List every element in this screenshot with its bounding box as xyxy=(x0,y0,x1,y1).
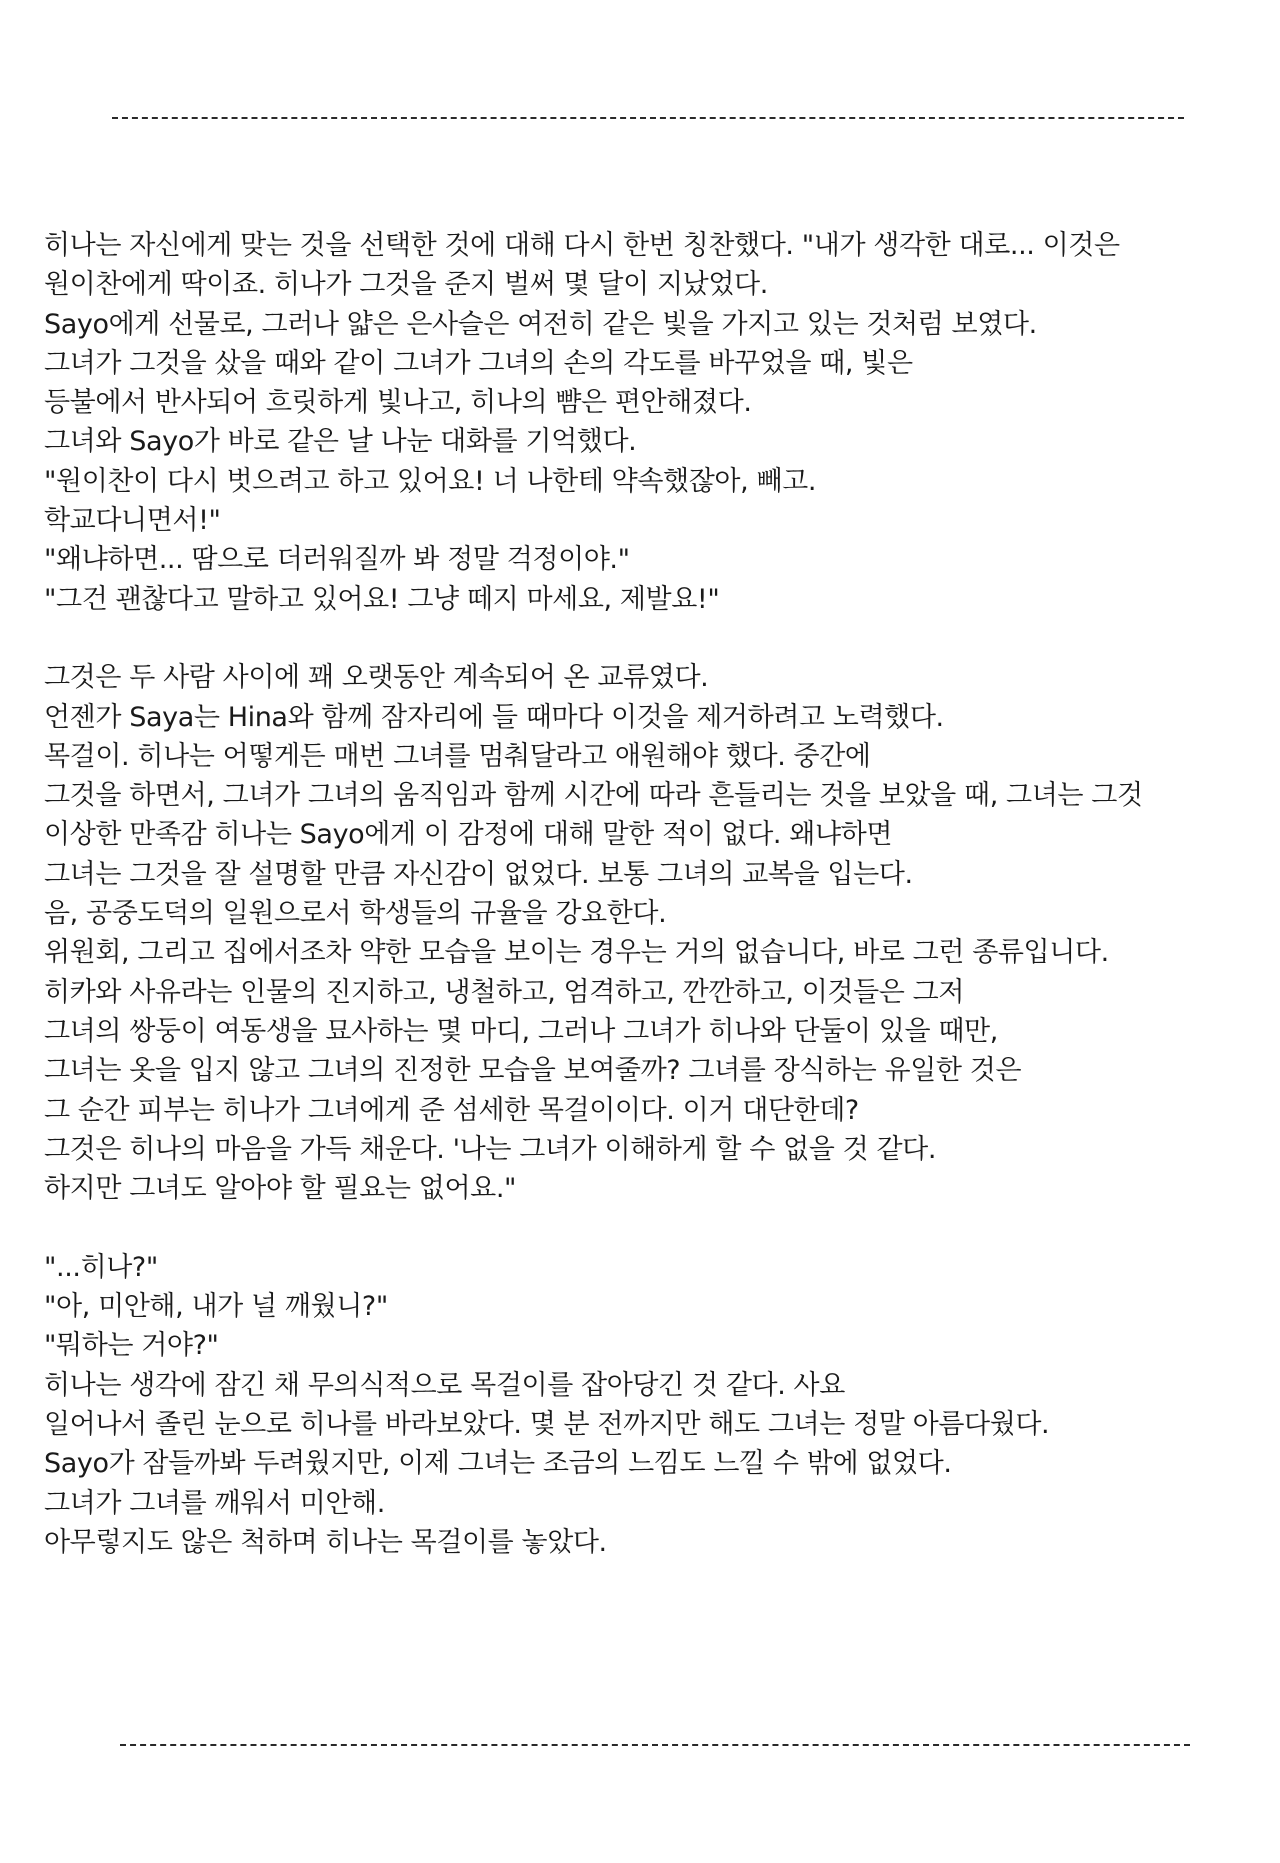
text-line: 히나는 생각에 잠긴 채 무의식적으로 목걸이를 잡아당긴 것 같다. 사요 xyxy=(44,1369,845,1401)
text-line: 히카와 사유라는 인물의 진지하고, 냉철하고, 엄격하고, 깐깐하고, 이것들은 그저 xyxy=(44,976,965,1008)
text-line: Sayo에게 선물로, 그러나 얇은 은사슬은 여전히 같은 빛을 가지고 있는 것처럼 보였다. xyxy=(44,308,1037,340)
text-line: 그녀와 Sayo가 바로 같은 날 나눈 대화를 기억했다. xyxy=(44,426,637,458)
text-line: 하지만 그녀도 알아야 할 필요는 없어요." xyxy=(44,1173,517,1205)
text-line: 언젠가 Saya는 Hina와 함께 잠자리에 들 때마다 이것을 제거하려고 노력했다. xyxy=(44,701,944,733)
bottom-dashed-divider xyxy=(120,1744,1190,1746)
paragraph-1 xyxy=(44,226,1280,619)
text-line: 음, 공중도덕의 일원으로서 학생들의 규율을 강요한다. xyxy=(44,898,667,930)
text-line: 그녀는 그것을 잘 설명할 만큼 자신감이 없었다. 보통 그녀의 교복을 입는다. xyxy=(44,858,913,890)
text-line: 학교다니면서!" xyxy=(44,505,221,537)
text-line: 히나는 자신에게 맞는 것을 선택한 것에 대해 다시 한번 칭찬했다. "내가 생각한 대로... 이것은 xyxy=(44,230,1120,261)
text-line: 위원회, 그리고 집에서조차 약한 모습을 보이는 경우는 거의 없습니다, 바로 그런 종류입니다. xyxy=(44,937,1109,969)
paragraph-2 xyxy=(44,658,1280,1208)
text-line: 그녀는 옷을 입지 않고 그녀의 진정한 모습을 보여줄까? 그녀를 장식하는 유일한 것은 xyxy=(44,1055,1022,1087)
text-line: 일어나서 졸린 눈으로 히나를 바라보았다. 몇 분 전까지만 해도 그녀는 정말 아름다웠다. xyxy=(44,1408,1050,1440)
text-line: "원이찬이 다시 벗으려고 하고 있어요! 너 나한테 약속했잖아, 빼고. xyxy=(44,465,816,497)
paragraph-gap xyxy=(44,619,1280,658)
text-line: "뭐하는 거야?" xyxy=(44,1330,219,1362)
text-line: 그 순간 피부는 히나가 그녀에게 준 섬세한 목걸이이다. 이거 대단한데? xyxy=(44,1094,859,1126)
text-line: 원이찬에게 딱이죠. 히나가 그것을 준지 벌써 몇 달이 지났었다. xyxy=(44,269,768,301)
text-line: "...히나?" xyxy=(44,1251,158,1283)
top-dashed-divider xyxy=(112,117,1184,119)
paragraph-3 xyxy=(44,1248,1280,1562)
story-text xyxy=(44,226,1280,1562)
text-line: Sayo가 잠들까봐 두려웠지만, 이제 그녀는 조금의 느낌도 느낄 수 밖에 없었다. xyxy=(44,1448,952,1480)
text-line: 아무렇지도 않은 척하며 히나는 목걸이를 놓았다. xyxy=(44,1526,607,1558)
text-line: 그녀가 그것을 샀을 때와 같이 그녀가 그녀의 손의 각도를 바꾸었을 때, 빛은 xyxy=(44,347,913,379)
text-line: 등불에서 반사되어 흐릿하게 빛나고, 히나의 뺨은 편안해졌다. xyxy=(44,387,752,419)
text-line: 그녀가 그녀를 깨워서 미안해. xyxy=(44,1487,385,1519)
text-line: "왜냐하면... 땀으로 더러워질까 봐 정말 걱정이야." xyxy=(44,544,630,576)
paragraph-gap xyxy=(44,1208,1280,1247)
text-line: 그것은 히나의 마음을 가득 채운다. '나는 그녀가 이해하게 할 수 없을 것 같다. xyxy=(44,1133,937,1165)
text-line: 목걸이. 히나는 어떻게든 매번 그녀를 멈춰달라고 애원해야 했다. 중간에 xyxy=(44,740,871,772)
text-line: 그것은 두 사람 사이에 꽤 오랫동안 계속되어 온 교류였다. xyxy=(44,662,709,694)
text-line: "그건 괜찮다고 말하고 있어요! 그냥 떼지 마세요, 제발요!" xyxy=(44,583,720,615)
text-line: "아, 미안해, 내가 널 깨웠니?" xyxy=(44,1291,388,1323)
text-line: 그것을 하면서, 그녀가 그녀의 움직임과 함께 시간에 따라 흔들리는 것을 보았을 때, 그녀는 그것 xyxy=(44,780,1143,812)
text-line: 그녀의 쌍둥이 여동생을 묘사하는 몇 마디, 그러나 그녀가 히나와 단둘이 있을 때만, xyxy=(44,1015,998,1047)
text-line: 이상한 만족감 히나는 Sayo에게 이 감정에 대해 말한 적이 없다. 왜냐하면 xyxy=(44,819,893,851)
